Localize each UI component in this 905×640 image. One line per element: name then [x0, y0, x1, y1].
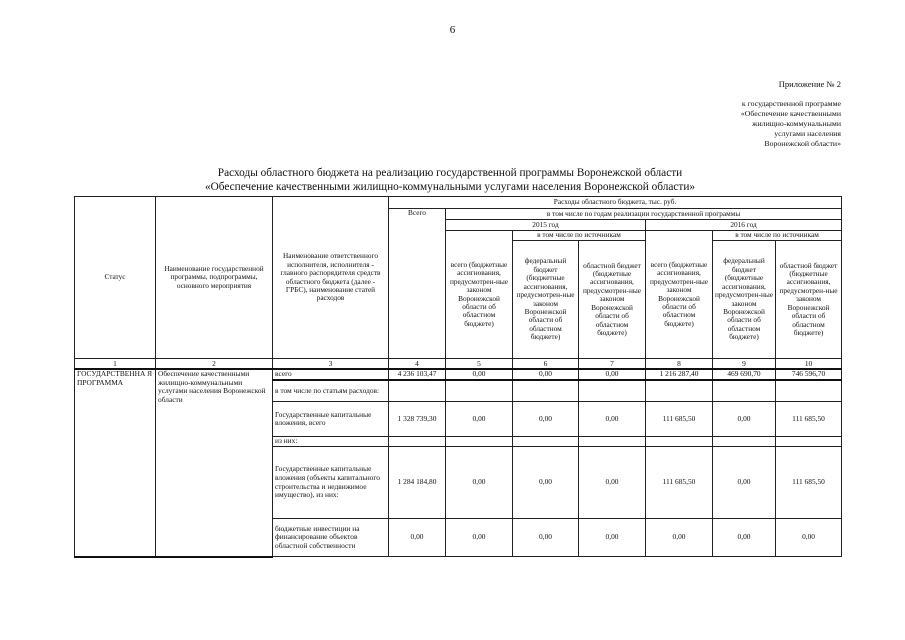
row-label: Государственные капитальные вложения (объекты капитального строительства и недвижимое имущество), из них: [273, 447, 389, 519]
header-year-2015: 2015 год [446, 220, 646, 231]
column-number: 7 [579, 359, 646, 370]
title-line-2: «Обеспечение качественными жилищно-коммунальными услугами населения Воронежской области» [204, 181, 696, 193]
value-cell: 746 596,70 [776, 369, 842, 380]
value-cell: 0,00 [646, 519, 713, 557]
value-cell: 0,00 [579, 369, 646, 380]
value-cell: 4 236 103,47 [389, 369, 446, 380]
value-cell: 0,00 [446, 369, 513, 380]
program-name-cell: Обеспечение качественными жилищно-коммунальными услугами населения Воронежской области [156, 369, 273, 557]
header-2016-by-sources: в том числе по источникам [713, 231, 842, 241]
column-number: 4 [389, 359, 446, 370]
row-label: Государственные капитальные вложения, всего [273, 402, 389, 437]
column-number: 8 [646, 359, 713, 370]
value-cell: 0,00 [446, 519, 513, 557]
value-cell [713, 437, 776, 447]
header-year-2016: 2016 год [646, 220, 842, 231]
value-cell: 0,00 [446, 402, 513, 437]
value-cell [713, 380, 776, 402]
value-cell: 1 328 739,30 [389, 402, 446, 437]
header-status: Статус [75, 197, 156, 359]
value-cell: 0,00 [713, 402, 776, 437]
column-number: 1 [75, 359, 156, 370]
column-number: 2 [156, 359, 273, 370]
value-cell: 111 685,50 [646, 402, 713, 437]
header-2016-regional: областной бюджет (бюджетные ассигнования, предусмотрен-ные законом Воронежской области об областном бюджете) [776, 241, 842, 359]
value-cell: 0,00 [389, 519, 446, 557]
value-cell [513, 380, 579, 402]
value-cell: 111 685,50 [776, 402, 842, 437]
value-cell: 0,00 [776, 519, 842, 557]
value-cell: 0,00 [513, 519, 579, 557]
header-expenses-group: Расходы областного бюджета, тыс. руб. [389, 197, 842, 209]
row-label: из них: [273, 437, 389, 447]
header-2016-all: всего (бюджетные ассигнования, предусмотрен-ные законом Воронежской области об областном бюджете) [646, 231, 713, 359]
title-line-1: Расходы областного бюджета на реализацию государственной программы Воронежской области [217, 167, 683, 179]
value-cell: 0,00 [713, 519, 776, 557]
value-cell [446, 380, 513, 402]
value-cell [513, 437, 579, 447]
value-cell [776, 380, 842, 402]
appendix-text [661, 99, 841, 149]
value-cell: 111 685,50 [776, 447, 842, 519]
column-number: 5 [446, 359, 513, 370]
value-cell [579, 437, 646, 447]
column-number: 6 [513, 359, 579, 370]
row-label: бюджетные инвестиции на финансирование объектов областной собственности [273, 519, 389, 557]
header-2015-regional: областной бюджет (бюджетные ассигнования, предусмотрен-ные законом Воронежской области об областном бюджете) [579, 241, 646, 359]
appendix-line: Воронежской области» [764, 139, 841, 148]
budget-table [74, 196, 842, 558]
value-cell: 469 690,70 [713, 369, 776, 380]
value-cell: 0,00 [446, 447, 513, 519]
status-cell: ГОСУДАРСТВЕННА Я ПРОГРАММА [75, 369, 156, 557]
header-2016-federal: федеральный бюджет (бюджетные ассигнования, предусмотрен-ные законом Воронежской области об областном бюджете) [713, 241, 776, 359]
header-2015-federal: федеральный бюджет (бюджетные ассигнования, предусмотрен-ные законом Воронежской области об областном бюджете) [513, 241, 579, 359]
value-cell [776, 437, 842, 447]
value-cell [579, 380, 646, 402]
header-2015-all: всего (бюджетные ассигнования, предусмотрен-ные законом Воронежской области об областном бюджете) [446, 231, 513, 359]
value-cell: 0,00 [579, 402, 646, 437]
appendix-line: услугами населения [774, 129, 841, 138]
value-cell: 0,00 [713, 447, 776, 519]
column-number: 9 [713, 359, 776, 370]
value-cell [446, 437, 513, 447]
value-cell [646, 380, 713, 402]
header-executor: Наименование ответственного исполнителя, исполнителя - главного распорядителя средств областного бюджета (далее - ГРБС), наименование статей расходов [273, 197, 389, 359]
page-number: 6 [449, 24, 456, 36]
value-cell: 0,00 [513, 447, 579, 519]
appendix-line: к государственной программе [741, 99, 841, 108]
table-row [75, 369, 842, 380]
appendix-line: «Обеспечение качественными [740, 109, 841, 118]
appendix-line: жилищно-коммунальными [752, 119, 841, 128]
value-cell: 111 685,50 [646, 447, 713, 519]
header-total: Всего [389, 209, 446, 359]
header-by-years: в том числе по годам реализации государственной программы [446, 209, 842, 220]
header-program-name: Наименование государственной программы, подпрограммы, основного мероприятия [156, 197, 273, 359]
row-label: в том числе по статьям расходов: [273, 380, 389, 402]
column-number: 10 [776, 359, 842, 370]
value-cell: 0,00 [579, 519, 646, 557]
value-cell: 0,00 [513, 402, 579, 437]
value-cell: 1 216 287,40 [646, 369, 713, 380]
value-cell: 1 284 184,80 [389, 447, 446, 519]
value-cell: 0,00 [513, 369, 579, 380]
value-cell [389, 380, 446, 402]
row-label: всего [273, 369, 389, 380]
appendix-label: Приложение № 2 [778, 79, 841, 89]
column-number: 3 [273, 359, 389, 370]
value-cell [389, 437, 446, 447]
column-number-row [75, 359, 842, 370]
document-title [140, 166, 760, 194]
value-cell: 0,00 [579, 447, 646, 519]
header-2015-by-sources: в том числе по источникам [513, 231, 646, 241]
value-cell [646, 437, 713, 447]
